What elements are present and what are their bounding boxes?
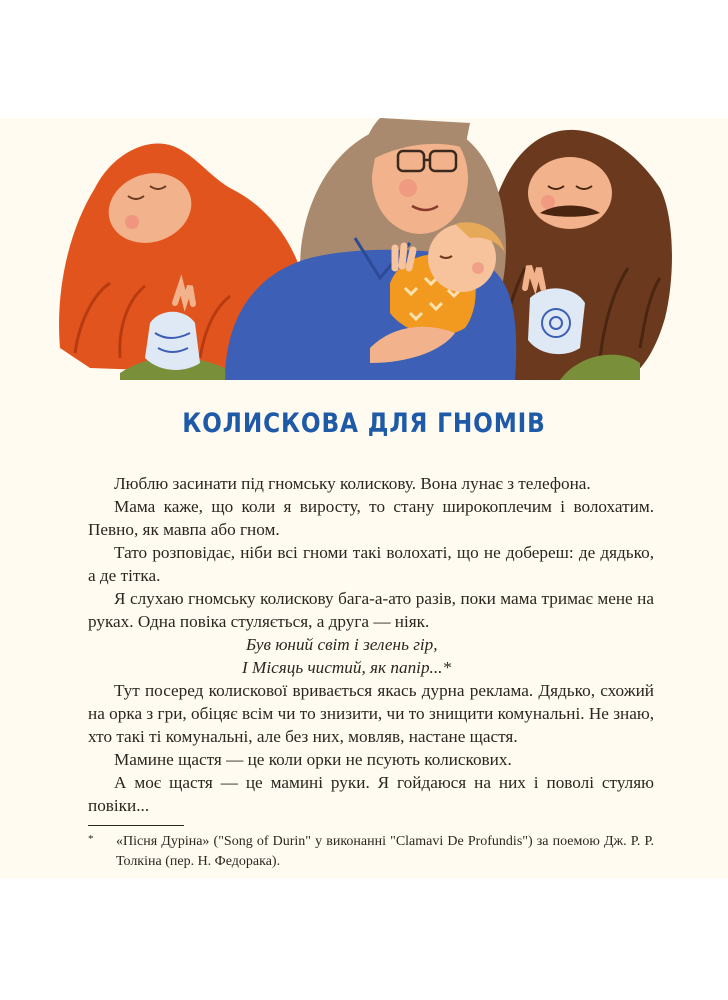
footnote: [88, 832, 654, 872]
footnote-text: «Пісня Дуріна» ("Song of Durin" у виконанні "Clamavi De Profundis") за поемою Дж. Р. Р. Толкіна (пер. Н. Федорака).: [116, 834, 654, 869]
footnote-divider: [88, 825, 184, 826]
verse-line: Був юний світ і зелень гір,: [246, 635, 438, 654]
paragraph: Я слухаю гномську колискову бага-а-ато разів, поки мама тримає мене на руках. Одна повіка стуляється, а друга — ніяк.: [88, 589, 654, 631]
footnote-mark: *: [88, 833, 94, 845]
paragraph: Мама каже, що коли я виросту, то стану широкоплечим і волохатим. Певно, як мавпа або гном.: [88, 497, 654, 539]
paragraph: Тато розповідає, ніби всі гноми такі волохаті, що не добереш: де дядько, а де тітка.: [88, 543, 654, 585]
paragraph: Тут посеред колискової вривається якась дурна реклама. Дядько, схожий на орка з гри, обіцяє всім чи то знизити, чи то знищити комунальні. Не знаю, хто такі ті комунальні, але без них, мовляв, настане щастя.: [88, 681, 654, 746]
family-illustration: [0, 118, 728, 388]
book-page: [0, 118, 728, 879]
verse-line: І Місяць чистий, як папір...*: [242, 658, 452, 677]
story-title: КОЛИСКОВА ДЛЯ ГНОМІВ: [182, 408, 546, 439]
paragraph: Мамине щастя — це коли орки не псують колискових.: [114, 750, 512, 769]
paragraph: Люблю засинати під гномську колискову. Вона лунає з телефона.: [114, 474, 591, 493]
story-body: [88, 472, 654, 872]
paragraph: А моє щастя — це мамині руки. Я гойдаюся на них і поволі стуляю повіки...: [88, 773, 654, 815]
